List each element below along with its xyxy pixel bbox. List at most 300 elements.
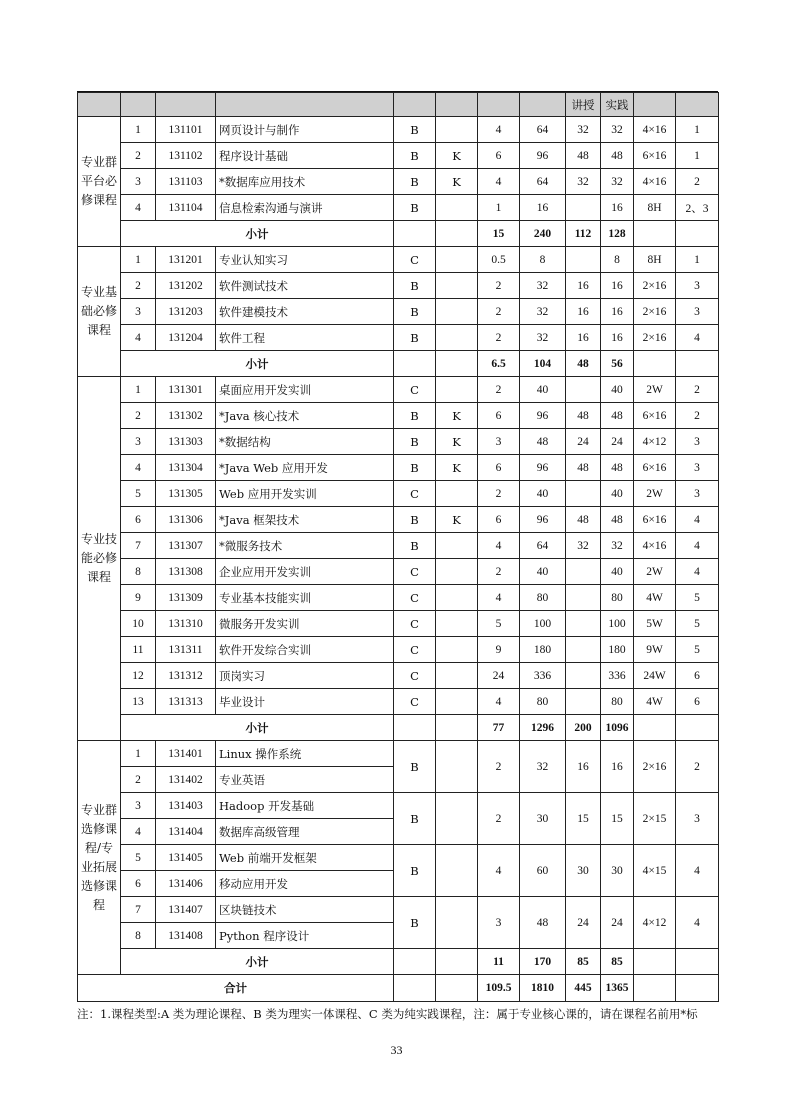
header-cell	[436, 93, 478, 117]
core-flag	[436, 845, 478, 897]
total-hours: 32	[520, 741, 566, 793]
practice-hours: 336	[601, 663, 634, 689]
table-row	[78, 559, 719, 585]
weekly-hours: 2W	[634, 559, 676, 585]
course-name: *微服务技术	[216, 533, 394, 559]
subtotal-hours: 1296	[520, 715, 566, 741]
credit: 3	[478, 429, 520, 455]
weekly-hours: 4×15	[634, 845, 676, 897]
weekly-hours: 4×16	[634, 117, 676, 143]
course-code: 131408	[156, 923, 216, 949]
core-flag	[436, 689, 478, 715]
subtotal-row	[78, 715, 719, 741]
weekly-hours: 2×16	[634, 325, 676, 351]
total-hours: 32	[520, 273, 566, 299]
subtotal-hours: 240	[520, 221, 566, 247]
lecture-hours: 32	[566, 117, 601, 143]
course-name: 数据库高级管理	[216, 819, 394, 845]
category-cell: 专业群 平台必 修课程	[78, 117, 121, 247]
empty-cell	[634, 949, 676, 975]
total-hours: 40	[520, 559, 566, 585]
course-type: C	[394, 663, 436, 689]
credit: 4	[478, 533, 520, 559]
subtotal-lecture: 85	[566, 949, 601, 975]
course-code: 131104	[156, 195, 216, 221]
core-flag	[436, 325, 478, 351]
core-flag: K	[436, 455, 478, 481]
term: 1	[676, 143, 719, 169]
table-row	[78, 481, 719, 507]
empty-cell	[436, 715, 478, 741]
credit: 4	[478, 117, 520, 143]
course-name: *Java 核心技术	[216, 403, 394, 429]
course-code: 131201	[156, 247, 216, 273]
credit: 2	[478, 273, 520, 299]
row-number: 5	[121, 481, 156, 507]
term: 4	[676, 897, 719, 949]
table-row	[78, 143, 719, 169]
header-cell	[520, 93, 566, 117]
weekly-hours: 8H	[634, 195, 676, 221]
lecture-hours: 48	[566, 455, 601, 481]
term: 2	[676, 169, 719, 195]
course-name: *Java Web 应用开发	[216, 455, 394, 481]
total-hours: 96	[520, 507, 566, 533]
core-flag	[436, 663, 478, 689]
term: 5	[676, 611, 719, 637]
course-name: 区块链技术	[216, 897, 394, 923]
table-row	[78, 533, 719, 559]
row-number: 11	[121, 637, 156, 663]
header-cell: 讲授	[566, 93, 601, 117]
term: 5	[676, 637, 719, 663]
table-row	[78, 507, 719, 533]
practice-hours: 80	[601, 585, 634, 611]
empty-cell	[394, 221, 436, 247]
credit: 1	[478, 195, 520, 221]
credit: 2	[478, 481, 520, 507]
weekly-hours: 2×15	[634, 793, 676, 845]
course-type: B	[394, 429, 436, 455]
subtotal-hours: 104	[520, 351, 566, 377]
course-name: 桌面应用开发实训	[216, 377, 394, 403]
term: 2	[676, 377, 719, 403]
empty-cell	[676, 351, 719, 377]
credit: 2	[478, 559, 520, 585]
practice-hours: 48	[601, 507, 634, 533]
lecture-hours: 32	[566, 533, 601, 559]
credit: 6	[478, 403, 520, 429]
lecture-hours: 16	[566, 741, 601, 793]
table-row	[78, 455, 719, 481]
table-row	[78, 585, 719, 611]
credit: 4	[478, 585, 520, 611]
row-number: 1	[121, 247, 156, 273]
course-type: B	[394, 455, 436, 481]
practice-hours: 40	[601, 481, 634, 507]
table-row	[78, 403, 719, 429]
course-name: Python 程序设计	[216, 923, 394, 949]
weekly-hours: 2×16	[634, 273, 676, 299]
table-row	[78, 299, 719, 325]
total-hours: 30	[520, 793, 566, 845]
course-type: C	[394, 377, 436, 403]
total-hours: 180	[520, 637, 566, 663]
practice-hours: 24	[601, 429, 634, 455]
subtotal-label: 小计	[121, 715, 394, 741]
total-hours: 40	[520, 377, 566, 403]
course-code: 131407	[156, 897, 216, 923]
course-code: 131309	[156, 585, 216, 611]
row-number: 4	[121, 325, 156, 351]
empty-cell	[634, 351, 676, 377]
course-code: 131313	[156, 689, 216, 715]
total-row	[78, 975, 719, 1002]
row-number: 2	[121, 403, 156, 429]
row-number: 5	[121, 845, 156, 871]
header-cell	[121, 93, 156, 117]
category-cell: 专业群 选修课 程/专 业拓展 选修课 程	[78, 741, 121, 975]
course-name: 软件开发综合实训	[216, 637, 394, 663]
empty-cell	[436, 949, 478, 975]
course-name: Linux 操作系统	[216, 741, 394, 767]
course-code: 131103	[156, 169, 216, 195]
course-type: B	[394, 403, 436, 429]
credit: 6	[478, 507, 520, 533]
lecture-hours	[566, 611, 601, 637]
course-name: Hadoop 开发基础	[216, 793, 394, 819]
row-number: 7	[121, 897, 156, 923]
course-code: 131202	[156, 273, 216, 299]
practice-hours: 40	[601, 559, 634, 585]
course-name: 专业基本技能实训	[216, 585, 394, 611]
lecture-hours	[566, 377, 601, 403]
practice-hours: 48	[601, 403, 634, 429]
course-name: 移动应用开发	[216, 871, 394, 897]
term: 1	[676, 247, 719, 273]
lecture-hours: 32	[566, 169, 601, 195]
table-row	[78, 247, 719, 273]
course-type: C	[394, 611, 436, 637]
credit: 3	[478, 897, 520, 949]
weekly-hours: 4W	[634, 689, 676, 715]
table-row	[78, 741, 719, 767]
header-cell	[478, 93, 520, 117]
credit: 2	[478, 377, 520, 403]
course-name: Web 应用开发实训	[216, 481, 394, 507]
subtotal-credit: 15	[478, 221, 520, 247]
row-number: 12	[121, 663, 156, 689]
course-code: 131402	[156, 767, 216, 793]
term: 3	[676, 429, 719, 455]
row-number: 1	[121, 741, 156, 767]
empty-cell	[676, 221, 719, 247]
weekly-hours: 9W	[634, 637, 676, 663]
practice-hours: 16	[601, 299, 634, 325]
lecture-hours	[566, 663, 601, 689]
course-code: 131311	[156, 637, 216, 663]
subtotal-practice: 1096	[601, 715, 634, 741]
term: 3	[676, 273, 719, 299]
course-name: *Java 框架技术	[216, 507, 394, 533]
total-hours: 64	[520, 533, 566, 559]
practice-hours: 48	[601, 455, 634, 481]
total-hours: 96	[520, 403, 566, 429]
credit: 5	[478, 611, 520, 637]
subtotal-practice: 85	[601, 949, 634, 975]
core-flag	[436, 273, 478, 299]
total-hours: 80	[520, 689, 566, 715]
subtotal-row	[78, 949, 719, 975]
lecture-hours: 30	[566, 845, 601, 897]
course-type: B	[394, 507, 436, 533]
course-name: 程序设计基础	[216, 143, 394, 169]
header-cell	[216, 93, 394, 117]
table-row	[78, 325, 719, 351]
course-code: 131308	[156, 559, 216, 585]
course-code: 131310	[156, 611, 216, 637]
practice-hours: 32	[601, 117, 634, 143]
practice-hours: 15	[601, 793, 634, 845]
weekly-hours: 5W	[634, 611, 676, 637]
core-flag	[436, 897, 478, 949]
term: 4	[676, 325, 719, 351]
total-hours: 48	[520, 897, 566, 949]
total-hours: 1810	[520, 975, 566, 1002]
weekly-hours: 2×16	[634, 299, 676, 325]
core-flag: K	[436, 403, 478, 429]
course-code: 131403	[156, 793, 216, 819]
core-flag	[436, 741, 478, 793]
subtotal-row	[78, 221, 719, 247]
term: 4	[676, 533, 719, 559]
category-cell: 专业基 础必修 课程	[78, 247, 121, 377]
table-row	[78, 611, 719, 637]
course-type: B	[394, 741, 436, 793]
total-hours: 16	[520, 195, 566, 221]
course-name: 毕业设计	[216, 689, 394, 715]
lecture-hours: 48	[566, 507, 601, 533]
credit: 4	[478, 169, 520, 195]
empty-cell	[676, 715, 719, 741]
term: 2	[676, 403, 719, 429]
total-hours: 40	[520, 481, 566, 507]
subtotal-row	[78, 351, 719, 377]
category-cell: 专业技 能必修 课程	[78, 377, 121, 741]
course-type: B	[394, 143, 436, 169]
lecture-hours	[566, 195, 601, 221]
weekly-hours: 2×16	[634, 741, 676, 793]
empty-cell	[634, 975, 676, 1002]
course-code: 131401	[156, 741, 216, 767]
credit: 2	[478, 299, 520, 325]
total-hours: 96	[520, 143, 566, 169]
course-type: B	[394, 299, 436, 325]
curriculum-table	[77, 92, 719, 1002]
weekly-hours: 4×12	[634, 429, 676, 455]
total-hours: 96	[520, 455, 566, 481]
course-name: *数据库应用技术	[216, 169, 394, 195]
course-code: 131101	[156, 117, 216, 143]
core-flag	[436, 637, 478, 663]
course-name: 软件测试技术	[216, 273, 394, 299]
core-flag	[436, 559, 478, 585]
total-hours: 64	[520, 117, 566, 143]
course-code: 131306	[156, 507, 216, 533]
credit: 2	[478, 793, 520, 845]
subtotal-label: 小计	[121, 221, 394, 247]
row-number: 6	[121, 871, 156, 897]
course-code: 131305	[156, 481, 216, 507]
lecture-hours	[566, 689, 601, 715]
empty-cell	[676, 949, 719, 975]
empty-cell	[394, 351, 436, 377]
practice-hours: 32	[601, 533, 634, 559]
core-flag	[436, 611, 478, 637]
course-name: Web 前端开发框架	[216, 845, 394, 871]
row-number: 13	[121, 689, 156, 715]
term: 3	[676, 299, 719, 325]
weekly-hours: 6×16	[634, 455, 676, 481]
course-type: B	[394, 897, 436, 949]
row-number: 9	[121, 585, 156, 611]
header-cell	[78, 93, 121, 117]
course-name: 软件建模技术	[216, 299, 394, 325]
course-code: 131204	[156, 325, 216, 351]
credit: 6	[478, 143, 520, 169]
lecture-hours	[566, 585, 601, 611]
credit: 2	[478, 325, 520, 351]
practice-hours: 180	[601, 637, 634, 663]
lecture-hours: 16	[566, 273, 601, 299]
core-flag	[436, 117, 478, 143]
row-number: 3	[121, 429, 156, 455]
weekly-hours: 24W	[634, 663, 676, 689]
total-hours: 64	[520, 169, 566, 195]
practice-hours: 100	[601, 611, 634, 637]
empty-cell	[634, 715, 676, 741]
row-number: 1	[121, 117, 156, 143]
credit: 0.5	[478, 247, 520, 273]
term: 2、3	[676, 195, 719, 221]
weekly-hours: 6×16	[634, 507, 676, 533]
empty-cell	[394, 949, 436, 975]
practice-hours: 16	[601, 195, 634, 221]
total-lecture: 445	[566, 975, 601, 1002]
weekly-hours: 2W	[634, 377, 676, 403]
course-type: B	[394, 117, 436, 143]
core-flag: K	[436, 169, 478, 195]
subtotal-credit: 11	[478, 949, 520, 975]
weekly-hours: 6×16	[634, 143, 676, 169]
course-type: B	[394, 845, 436, 897]
empty-cell	[436, 975, 478, 1002]
core-flag	[436, 481, 478, 507]
row-number: 8	[121, 559, 156, 585]
course-type: C	[394, 637, 436, 663]
course-code: 131404	[156, 819, 216, 845]
weekly-hours: 4×16	[634, 533, 676, 559]
core-flag: K	[436, 429, 478, 455]
practice-hours: 8	[601, 247, 634, 273]
core-flag	[436, 299, 478, 325]
total-hours: 48	[520, 429, 566, 455]
subtotal-practice: 128	[601, 221, 634, 247]
subtotal-lecture: 48	[566, 351, 601, 377]
term: 4	[676, 559, 719, 585]
core-flag	[436, 533, 478, 559]
subtotal-practice: 56	[601, 351, 634, 377]
row-number: 4	[121, 455, 156, 481]
lecture-hours	[566, 637, 601, 663]
row-number: 2	[121, 143, 156, 169]
term: 6	[676, 689, 719, 715]
row-number: 3	[121, 793, 156, 819]
course-type: B	[394, 169, 436, 195]
total-hours: 100	[520, 611, 566, 637]
course-code: 131203	[156, 299, 216, 325]
practice-hours: 32	[601, 169, 634, 195]
practice-hours: 16	[601, 325, 634, 351]
table-row	[78, 845, 719, 871]
core-flag: K	[436, 507, 478, 533]
total-credit: 109.5	[478, 975, 520, 1002]
subtotal-label: 小计	[121, 351, 394, 377]
weekly-hours: 2W	[634, 481, 676, 507]
term: 6	[676, 663, 719, 689]
subtotal-credit: 77	[478, 715, 520, 741]
total-hours: 32	[520, 299, 566, 325]
practice-hours: 24	[601, 897, 634, 949]
empty-cell	[394, 975, 436, 1002]
course-code: 131302	[156, 403, 216, 429]
total-hours: 8	[520, 247, 566, 273]
table-row	[78, 637, 719, 663]
table-row	[78, 897, 719, 923]
practice-hours: 80	[601, 689, 634, 715]
practice-hours: 16	[601, 741, 634, 793]
header-cell	[156, 93, 216, 117]
core-flag	[436, 247, 478, 273]
course-code: 131102	[156, 143, 216, 169]
table-row	[78, 429, 719, 455]
core-flag	[436, 377, 478, 403]
lecture-hours: 24	[566, 429, 601, 455]
course-type: B	[394, 533, 436, 559]
row-number: 8	[121, 923, 156, 949]
table-row	[78, 377, 719, 403]
table-row	[78, 117, 719, 143]
course-code: 131303	[156, 429, 216, 455]
total-practice: 1365	[601, 975, 634, 1002]
table-body	[78, 93, 719, 1002]
credit: 24	[478, 663, 520, 689]
empty-cell	[436, 351, 478, 377]
row-number: 7	[121, 533, 156, 559]
course-code: 131301	[156, 377, 216, 403]
total-hours: 336	[520, 663, 566, 689]
term: 1	[676, 117, 719, 143]
course-type: C	[394, 689, 436, 715]
lecture-hours: 48	[566, 143, 601, 169]
subtotal-label: 小计	[121, 949, 394, 975]
practice-hours: 40	[601, 377, 634, 403]
lecture-hours: 15	[566, 793, 601, 845]
course-name: *数据结构	[216, 429, 394, 455]
course-name: 信息检索沟通与演讲	[216, 195, 394, 221]
course-code: 131312	[156, 663, 216, 689]
lecture-hours	[566, 247, 601, 273]
